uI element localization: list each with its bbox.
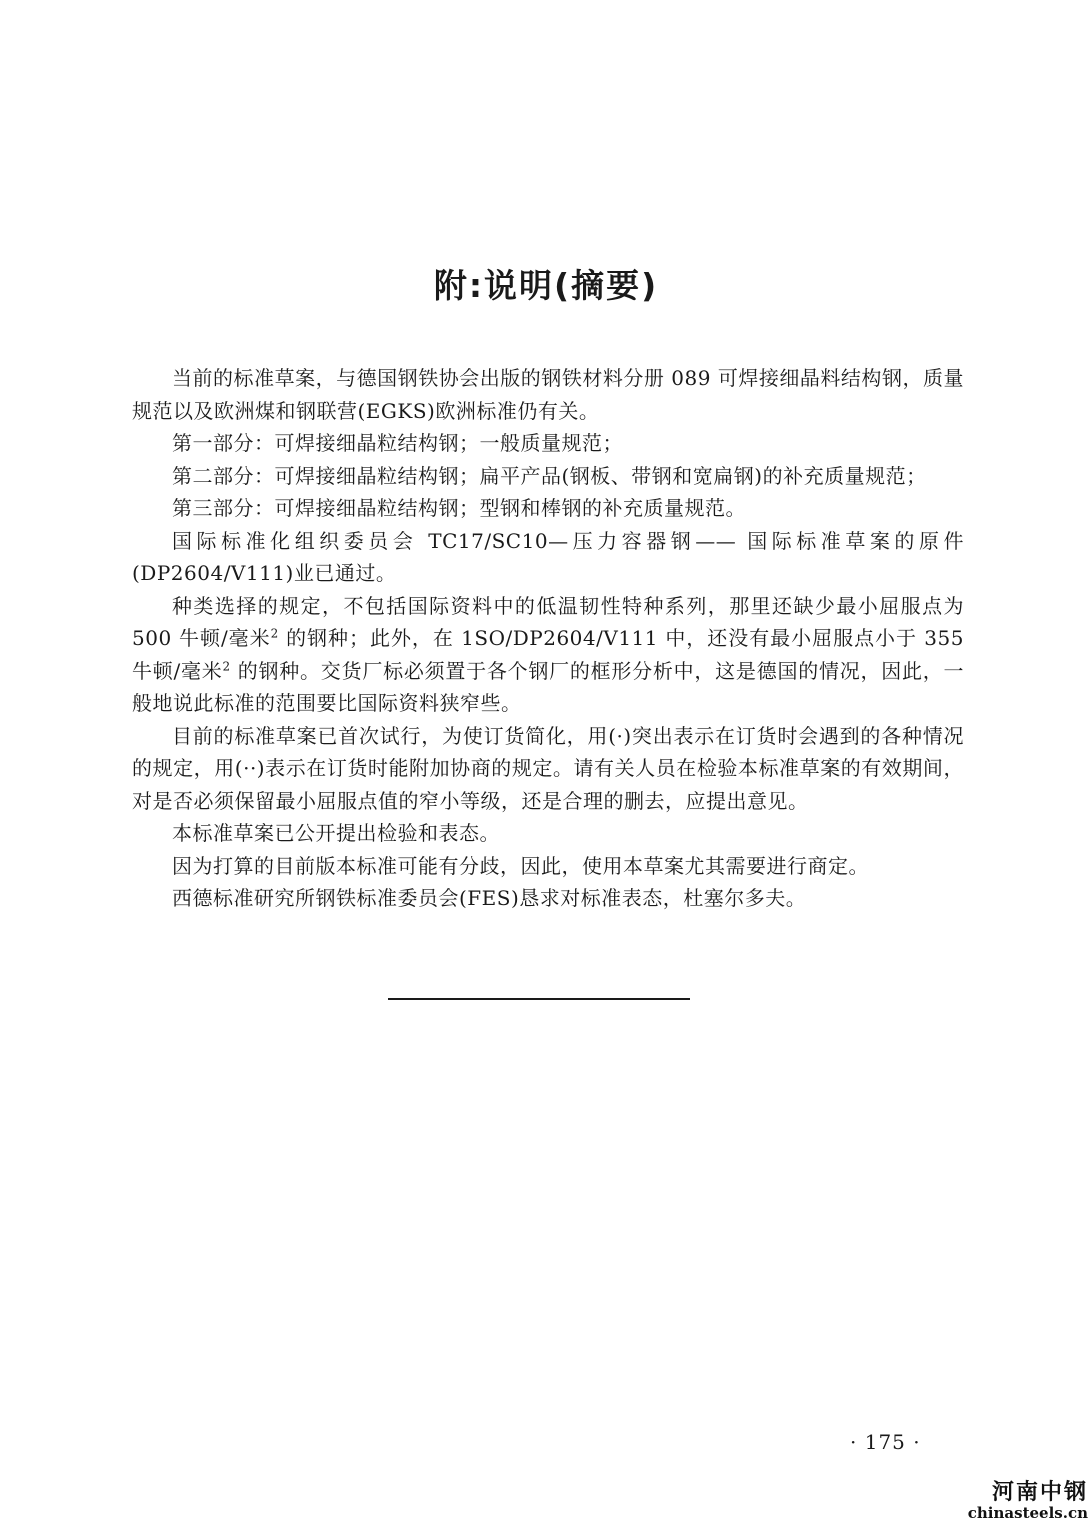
- paragraph: 国际标准化组织委员会 TC17/SC10—压力容器钢—— 国际标准草案的原件(DP2604/V111)业已通过。: [132, 528, 964, 585]
- paragraph: 第二部分：可焊接细晶粒结构钢；扁平产品(钢板、带钢和宽扁钢)的补充质量规范；: [172, 463, 927, 488]
- paragraph: 当前的标准草案，与德国钢铁协会出版的钢铁材料分册 089 可焊接细晶料结构钢，质量规范以及欧洲煤和钢联营(EGKS)欧洲标准仍有关。: [132, 366, 964, 423]
- body-text: [132, 362, 964, 915]
- page-title: 附:说明(摘要): [433, 266, 659, 305]
- superscript: 2: [270, 626, 279, 641]
- superscript: 2: [222, 658, 231, 673]
- watermark: [938, 1482, 1088, 1522]
- paragraph-text: 种类选择的规定，不包括国际资料中的低温韧性特种系列，那里还缺少最小屈服点为 500 牛顿/毫米: [132, 593, 964, 650]
- paragraph-text: 的钢种。交货厂标必须置于各个钢厂的框形分析中，这是德国的情况，因此，一般地说此标准的范围要比国际资料狭窄些。: [132, 658, 964, 715]
- watermark-domain: chinasteels.cn: [967, 1504, 1088, 1522]
- paragraph: 第三部分：可焊接细晶粒结构钢；型钢和棒钢的补充质量规范。: [172, 496, 746, 520]
- watermark-chinese: 河南中钢: [991, 1480, 1088, 1505]
- paragraph: 目前的标准草案已首次试行，为使订货简化，用(·)突出表示在订货时会遇到的各种情况的规定，用(··)表示在订货时能附加协商的规定。请有关人员在检验本标准草案的有效期间，对是否必须保留最小屈服点值的窄小等级，还是合理的删去，应提出意见。: [132, 723, 964, 813]
- paragraph-grade-selection: [132, 590, 964, 720]
- paragraph: 本标准草案已公开提出检验和表态。: [172, 821, 500, 845]
- paragraph: 因为打算的目前版本标准可能有分歧，因此，使用本草案尤其需要进行商定。: [172, 853, 869, 878]
- paragraph: 第一部分：可焊接细晶粒结构钢；一般质量规范；: [172, 431, 623, 455]
- paragraph-text: 的钢种；此外，在 1SO/DP2604/V111 中，还没有最小屈服点小于 355 牛顿/毫米: [132, 626, 964, 683]
- divider-rule: [388, 998, 690, 1000]
- page-number: · 175 ·: [850, 1430, 921, 1454]
- paragraph: 西德标准研究所钢铁标准委员会(FES)恳求对标准表态，杜塞尔多夫。: [172, 886, 807, 910]
